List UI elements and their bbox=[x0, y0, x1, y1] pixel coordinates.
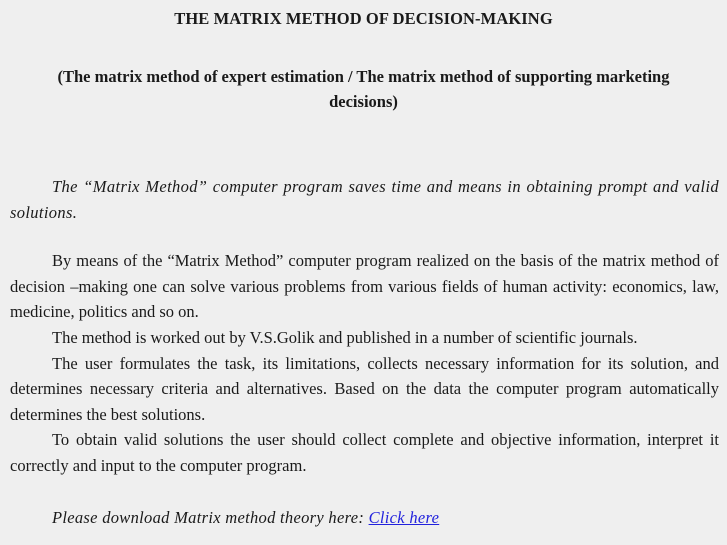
download-theory-link[interactable]: Click here bbox=[368, 507, 440, 527]
download-line bbox=[10, 505, 719, 531]
paragraph-spacer bbox=[10, 225, 719, 248]
body-paragraph-2: The method is worked out by V.S.Golik and published in a number of scientific journals. bbox=[52, 327, 638, 347]
download-prompt-label: Please download Matrix method theory here: bbox=[52, 507, 365, 527]
body-paragraph-4: To obtain valid solutions the user should collect complete and objective information, interpret it correctly and input to the computer program. bbox=[10, 430, 719, 475]
intro-paragraph: The “Matrix Method” computer program saves time and means in obtaining prompt and valid solutions. bbox=[10, 177, 719, 222]
document-body bbox=[0, 174, 727, 530]
link-spacer bbox=[10, 479, 719, 505]
body-paragraph-1: By means of the “Matrix Method” computer program realized on the basis of the matrix method of decision –making one can solve various problems from various fields of human activity: economics, law, medicine, politics and so on. bbox=[10, 251, 719, 322]
body-paragraph-3: The user formulates the task, its limitations, collects necessary information for its solution, and determines necessary criteria and alternatives. Based on the data the computer program automatically determines the best solutions. bbox=[10, 353, 719, 424]
page-subtitle: (The matrix method of expert estimation / The matrix method of supporting marketing decisions) bbox=[57, 67, 670, 111]
title-block bbox=[0, 0, 727, 114]
page-title: THE MATRIX METHOD OF DECISION-MAKING bbox=[174, 9, 553, 28]
